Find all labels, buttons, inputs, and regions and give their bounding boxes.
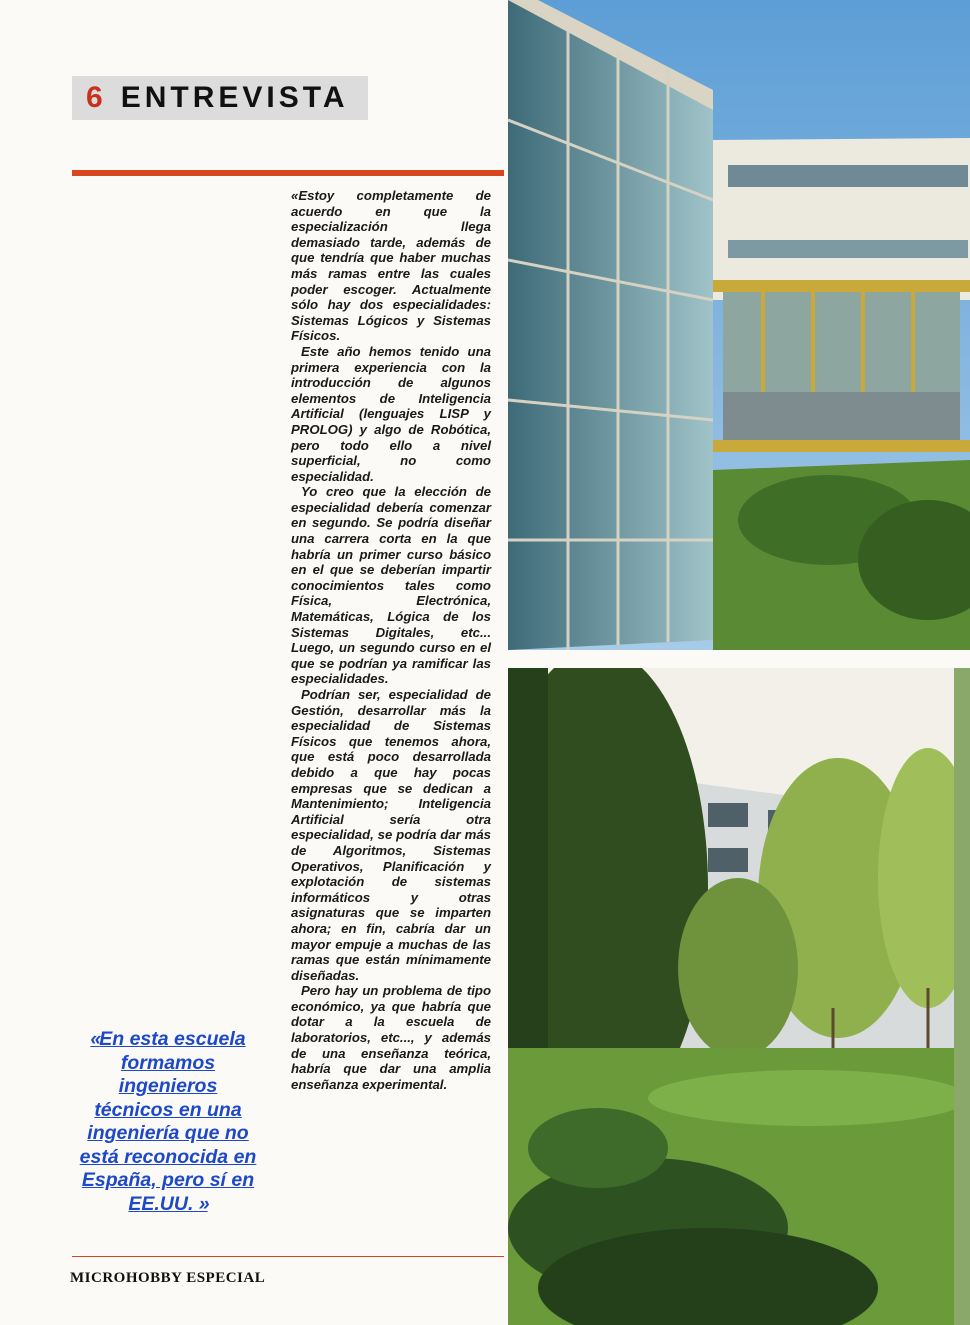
building-corridor-illustration: [508, 0, 970, 650]
article-paragraph: Podrían ser, especialidad de Gestión, desarrollar más la especialidad de Sistemas Físicos que tenemos ahora, que está poco desarrollada debido a que hay pocas empresas que se dedican a Mantenimiento; Inteligencia Artificial sería otra especialidad, se podría dar más de Algoritmos, Sistemas Operativos, Planificación y explotación de sistemas informáticos y otras asignaturas que se imparten ahora; en fin, cabría dar un mayor empuje a muchas de las ramas que están mínimamente diseñadas.: [291, 687, 491, 983]
publication-footer: MICROHOBBY ESPECIAL: [70, 1270, 266, 1286]
close-quote-mark: »: [198, 1192, 208, 1215]
section-title: ENTREVISTA: [120, 81, 349, 114]
pull-quote: [78, 1028, 258, 1216]
top-divider: [72, 170, 504, 176]
open-quote-mark: «: [90, 1028, 100, 1050]
article-paragraph: Yo creo que la elección de especialidad debería comenzar en segundo. Se podría diseñar una carrera corta en la que habría un primer curso básico en el que se deberían impartir conocimientos tales como Física, Electrónica, Matemáticas, Lógica de los Sistemas Digitales, etc... Luego, un segundo curso en el que se podrían ya ramificar las especialidades.: [291, 484, 491, 687]
article-body: [291, 188, 491, 1092]
building-photo-bottom: [508, 668, 954, 1325]
photo-edge-strip: [954, 668, 970, 1325]
campus-trees-illustration: [508, 668, 954, 1325]
section-number: 6: [86, 81, 103, 114]
article-paragraph: Pero hay un problema de tipo económico, ya que habría que dotar a la escuela de laboratorios, etc..., y además de una enseñanza teórica, habría que dar una amplia enseñanza experimental.: [291, 983, 491, 1092]
section-header: [72, 76, 368, 120]
bottom-divider: [72, 1256, 504, 1257]
building-photo-top: [508, 0, 970, 650]
pull-quote-text: En esta escuela formamos ingenieros técnicos en una ingeniería que no está reconocida en España, pero sí en EE.UU.: [79, 1028, 257, 1215]
article-paragraph: Este año hemos tenido una primera experiencia con la introducción de algunos elementos de Inteligencia Artificial (lenguajes LISP y PROLOG) y algo de Robótica, pero todo ello a nivel superficial, no como especialidad.: [291, 343, 491, 484]
article-paragraph: «Estoy completamente de acuerdo en que la especialización llega demasiado tarde, además de que tendría que haber muchas más ramas entre las cuales poder escoger. Actualmente sólo hay dos especialidades: Sistemas Lógicos y Sistemas Físicos.: [291, 188, 491, 344]
